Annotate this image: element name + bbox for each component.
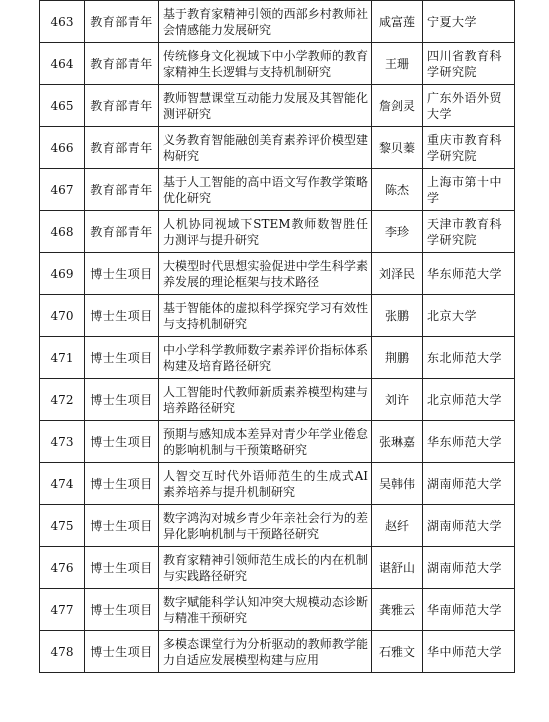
project-title-cell (159, 463, 372, 505)
project-title-cell (159, 379, 372, 421)
table-row (40, 127, 515, 169)
applicant-name-cell (372, 169, 423, 211)
row-number: 463 (40, 1, 85, 43)
row-number: 474 (40, 463, 85, 505)
project-title: 数字鸿沟对城乡青少年亲社会行为的差异化影响机制与干预路径研究 (163, 510, 368, 541)
applicant-organization: 四川省教育科学研究院 (427, 48, 503, 79)
applicant-name-cell (372, 463, 423, 505)
applicant-organization: 北京大学 (427, 308, 478, 323)
applicant-name-cell (372, 85, 423, 127)
table-row (40, 211, 515, 253)
applicant-organization: 湖南师范大学 (427, 560, 503, 575)
applicant-name: 王珊 (384, 56, 409, 71)
applicant-organization: 北京师范大学 (427, 392, 503, 407)
project-title-cell (159, 337, 372, 379)
applicant-organization-cell (423, 169, 515, 211)
project-title: 义务教育智能融创美育素养评价模型建构研究 (163, 132, 368, 163)
project-title-cell (159, 505, 372, 547)
applicant-organization-cell (423, 379, 515, 421)
applicant-organization-cell (423, 85, 515, 127)
applicant-organization-cell (423, 295, 515, 337)
applicant-organization: 天津市教育科学研究院 (427, 216, 503, 247)
project-category: 博士生项目 (85, 631, 159, 673)
project-title: 基于教育家精神引领的西部乡村教师社会情感能力发展研究 (163, 6, 368, 37)
applicant-name: 詹剑灵 (378, 98, 415, 113)
project-title-cell (159, 85, 372, 127)
project-category: 教育部青年 (85, 43, 159, 85)
project-title: 基于人工智能的高中语文写作教学策略优化研究 (163, 174, 368, 205)
applicant-name: 刘许 (384, 392, 409, 407)
table-row (40, 463, 515, 505)
applicant-name-cell (372, 43, 423, 85)
project-title: 大模型时代思想实验促进中学生科学素养发展的理论框架与技术路径 (163, 258, 368, 289)
row-number: 469 (40, 253, 85, 295)
applicant-name: 张鹏 (384, 308, 409, 323)
project-category: 博士生项目 (85, 589, 159, 631)
applicant-name: 石雅文 (378, 644, 415, 659)
row-number: 466 (40, 127, 85, 169)
project-title: 传统修身文化视域下中小学教师的教育家精神生长逻辑与支持机制研究 (163, 48, 368, 79)
applicant-name-cell (372, 631, 423, 673)
project-title: 人工智能时代教师新质素养模型构建与培养路径研究 (163, 384, 368, 415)
project-title-cell (159, 631, 372, 673)
applicant-organization: 华东师范大学 (427, 434, 503, 449)
applicant-name: 陈杰 (384, 182, 409, 197)
applicant-name: 李珍 (384, 224, 409, 239)
applicant-organization: 上海市第十中学 (427, 174, 503, 205)
row-number: 475 (40, 505, 85, 547)
applicant-name-cell (372, 337, 423, 379)
applicant-name: 张琳嘉 (378, 434, 415, 449)
table-row (40, 547, 515, 589)
project-category: 教育部青年 (85, 1, 159, 43)
row-number: 472 (40, 379, 85, 421)
table-row (40, 337, 515, 379)
project-table (39, 0, 515, 673)
applicant-name-cell (372, 589, 423, 631)
applicant-organization-cell (423, 631, 515, 673)
applicant-organization: 广东外语外贸大学 (427, 90, 503, 121)
applicant-organization: 湖南师范大学 (427, 476, 503, 491)
applicant-organization-cell (423, 1, 515, 43)
project-title-cell (159, 547, 372, 589)
applicant-name: 黎贝蓁 (378, 140, 415, 155)
applicant-organization-cell (423, 43, 515, 85)
project-title-cell (159, 211, 372, 253)
row-number: 468 (40, 211, 85, 253)
applicant-organization-cell (423, 589, 515, 631)
project-category: 教育部青年 (85, 211, 159, 253)
applicant-organization: 东北师范大学 (427, 350, 503, 365)
project-title: 中小学科学教师数字素养评价指标体系构建及培育路径研究 (163, 342, 368, 373)
project-category: 教育部青年 (85, 169, 159, 211)
project-title-cell (159, 169, 372, 211)
project-title-cell (159, 295, 372, 337)
project-category: 博士生项目 (85, 547, 159, 589)
row-number: 478 (40, 631, 85, 673)
applicant-organization-cell (423, 127, 515, 169)
row-number: 471 (40, 337, 85, 379)
project-title: 基于智能体的虚拟科学探究学习有效性与支持机制研究 (163, 300, 368, 331)
project-title-cell (159, 421, 372, 463)
project-title-cell (159, 43, 372, 85)
applicant-organization-cell (423, 505, 515, 547)
project-title: 多模态课堂行为分析驱动的教师教学能力自适应发展模型构建与应用 (163, 636, 368, 667)
table-row (40, 421, 515, 463)
project-title-cell (159, 589, 372, 631)
applicant-name-cell (372, 379, 423, 421)
project-title: 人机协同视域下STEM教师数智胜任力测评与提升研究 (163, 216, 368, 247)
applicant-name-cell (372, 505, 423, 547)
table-row (40, 85, 515, 127)
table-row (40, 505, 515, 547)
row-number: 467 (40, 169, 85, 211)
project-category: 教育部青年 (85, 127, 159, 169)
table-row (40, 631, 515, 673)
applicant-organization-cell (423, 463, 515, 505)
applicant-organization: 华南师范大学 (427, 602, 503, 617)
applicant-name-cell (372, 127, 423, 169)
project-title-cell (159, 127, 372, 169)
applicant-organization: 华东师范大学 (427, 266, 503, 281)
applicant-name: 咸富莲 (378, 14, 415, 29)
project-title: 教育家精神引领师范生成长的内在机制与实践路径研究 (163, 552, 368, 583)
row-number: 477 (40, 589, 85, 631)
table-row (40, 169, 515, 211)
table-row (40, 589, 515, 631)
applicant-name-cell (372, 547, 423, 589)
row-number: 465 (40, 85, 85, 127)
project-category: 博士生项目 (85, 379, 159, 421)
project-title-cell (159, 253, 372, 295)
row-number: 464 (40, 43, 85, 85)
applicant-organization-cell (423, 253, 515, 295)
applicant-organization: 湖南师范大学 (427, 518, 503, 533)
project-title: 教师智慧课堂互动能力发展及其智能化测评研究 (163, 90, 368, 121)
applicant-organization-cell (423, 337, 515, 379)
applicant-name-cell (372, 421, 423, 463)
project-category: 博士生项目 (85, 337, 159, 379)
table-row (40, 295, 515, 337)
table-body (40, 1, 515, 673)
project-category: 博士生项目 (85, 463, 159, 505)
applicant-name: 荆鹏 (384, 350, 409, 365)
project-title-cell (159, 1, 372, 43)
applicant-organization-cell (423, 211, 515, 253)
applicant-name-cell (372, 253, 423, 295)
project-list-sheet (39, 0, 509, 673)
project-category: 博士生项目 (85, 421, 159, 463)
applicant-name: 吴韩伟 (378, 476, 415, 491)
table-row (40, 253, 515, 295)
project-title: 数字赋能科学认知冲突大规模动态诊断与精准干预研究 (163, 594, 368, 625)
row-number: 470 (40, 295, 85, 337)
applicant-organization-cell (423, 547, 515, 589)
table-row (40, 43, 515, 85)
project-category: 教育部青年 (85, 85, 159, 127)
applicant-name: 刘泽民 (378, 266, 415, 281)
applicant-name-cell (372, 295, 423, 337)
applicant-organization: 重庆市教育科学研究院 (427, 132, 503, 163)
project-title: 预期与感知成本差异对青少年学业倦怠的影响机制与干预策略研究 (163, 426, 368, 457)
project-title: 人智交互时代外语师范生的生成式AI素养培养与提升机制研究 (163, 468, 368, 499)
applicant-organization-cell (423, 421, 515, 463)
row-number: 476 (40, 547, 85, 589)
project-category: 博士生项目 (85, 505, 159, 547)
applicant-name: 龚雅云 (378, 602, 415, 617)
applicant-name-cell (372, 1, 423, 43)
table-row (40, 1, 515, 43)
applicant-organization: 宁夏大学 (427, 14, 478, 29)
table-row (40, 379, 515, 421)
project-category: 博士生项目 (85, 295, 159, 337)
applicant-name: 谌舒山 (378, 560, 415, 575)
applicant-name: 赵纤 (384, 518, 409, 533)
project-category: 博士生项目 (85, 253, 159, 295)
applicant-name-cell (372, 211, 423, 253)
applicant-organization: 华中师范大学 (427, 644, 503, 659)
row-number: 473 (40, 421, 85, 463)
